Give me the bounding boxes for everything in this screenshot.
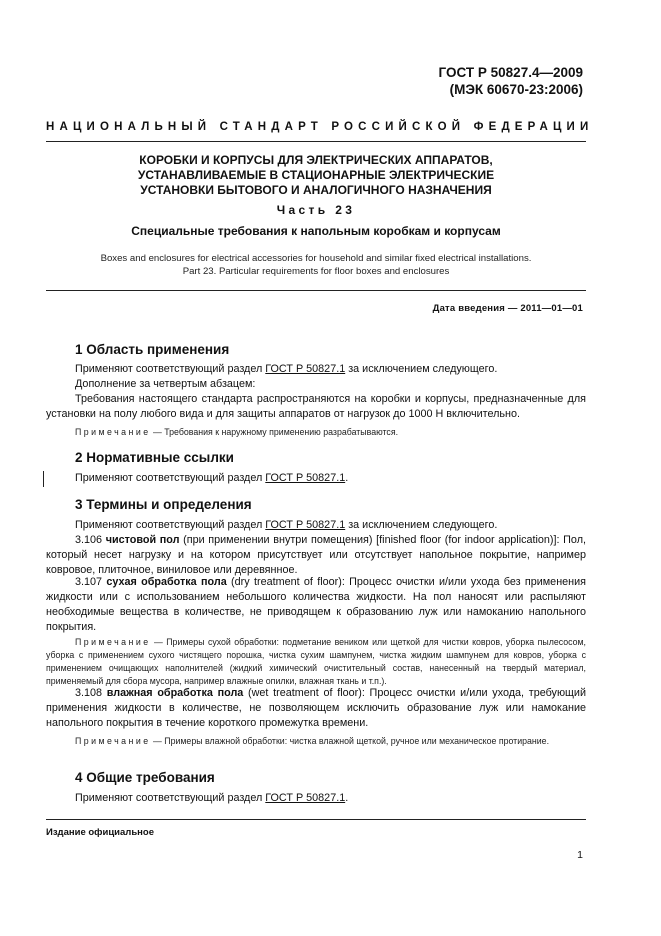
english-title-line-2: Part 23. Particular requirements for floor boxes and enclosures [182, 266, 450, 277]
term-3-108-note: Примечание — Примеры влажной обработки: чистка влажной щеткой, ручное или механическое протирание. [75, 736, 550, 746]
section-4-heading: 4 Общие требования [75, 770, 215, 785]
official-edition-label: Издание официальное [46, 827, 154, 838]
gost-reference-link[interactable]: ГОСТ Р 50827.1 [265, 792, 346, 804]
section-2-heading: 2 Нормативные ссылки [75, 450, 234, 465]
english-title-line-1: Boxes and enclosures for electrical accessories for household and similar fixed electrical installations. [100, 253, 532, 264]
section-1-note: Примечание — Требования к наружному применению разрабатываются. [75, 427, 399, 437]
term-3-107: 3.107 сухая обработка пола (dry treatment of floor): Процесс очистки и/или ухода без применения жидкости или с использованием небольшого количества жидкости. На пол наносят или распыляют необходимые вещества в количестве, не приводящем к образованию луж или намоканию напольного покрытия. [46, 576, 586, 633]
change-bar [43, 471, 44, 487]
section-4-paragraph-1: Применяют соответствующий раздел ГОСТ Р 50827.1. [75, 792, 349, 804]
gost-reference-link[interactable]: ГОСТ Р 50827.1 [265, 363, 346, 375]
title-subtitle: Специальные требования к напольным коробкам и корпусам [131, 224, 501, 238]
section-3-paragraph-1: Применяют соответствующий раздел ГОСТ Р 50827.1 за исключением следующего. [75, 519, 498, 531]
term-3-108: 3.108 влажная обработка пола (wet treatment of floor): Процесс очистки и/или ухода, требующий применения жидкости в количестве, не позволяющем исключить образование луж или намокание напольного покрытия в течение короткого промежутка времени. [46, 687, 586, 729]
iec-number: (МЭК 60670-23:2006) [449, 82, 583, 97]
section-1-paragraph-2: Дополнение за четвертым абзацем: [75, 378, 256, 390]
title-line-2: УСТАНАВЛИВАЕМЫЕ В СТАЦИОНАРНЫЕ ЭЛЕКТРИЧЕСКИЕ [137, 168, 495, 182]
term-3-107-note: Примечание — Примеры сухой обработки: подметание веником или щеткой для чистки ковров, уборка пылесосом, уборка с применением сухого чистящего порошка, чистка сухим шампунем, чистка жидким шампунем для ковров, уборка с применением очищающих наполнителей (жидкий химический очистительный состав, нанесенный на твердый материал, применяемый для сбора мусора, например влажные опилки, влажная ткань и т.п.). [46, 637, 586, 686]
national-standard-banner: НАЦИОНАЛЬНЫЙ СТАНДАРТ РОССИЙСКОЙ ФЕДЕРАЦИИ [46, 121, 594, 133]
gost-reference-link[interactable]: ГОСТ Р 50827.1 [265, 519, 346, 531]
introduction-date: Дата введения — 2011—01—01 [432, 303, 583, 314]
gost-reference-link[interactable]: ГОСТ Р 50827.1 [265, 472, 346, 484]
title-line-1: КОРОБКИ И КОРПУСЫ ДЛЯ ЭЛЕКТРИЧЕСКИХ АППАРАТОВ, [139, 153, 493, 167]
term-3-106: 3.106 чистовой пол (при применении внутри помещения) [finished floor (for indoor application)]: Пол, который несет нагрузку и на котором присутствует или отсутствует напольное покрытие, например ковровое, плиточное, виниловое или деревянное. [46, 534, 586, 576]
section-1-paragraph-1: Применяют соответствующий раздел ГОСТ Р 50827.1 за исключением следующего. [75, 363, 498, 375]
section-1-paragraph-3: Требования настоящего стандарта распространяются на коробки и корпусы, предназначенные для установки на полу любого вида и для защиты аппаратов от нагрузок до 1000 Н включительно. [46, 393, 586, 420]
page-number: 1 [577, 849, 583, 861]
title-line-3: УСТАНОВКИ БЫТОВОГО И АНАЛОГИЧНОГО НАЗНАЧЕНИЯ [140, 183, 492, 197]
standard-number: ГОСТ Р 50827.4—2009 [438, 65, 583, 80]
title-rule [46, 290, 586, 291]
section-1-heading: 1 Область применения [75, 342, 230, 357]
footer-rule [46, 819, 586, 820]
section-2-paragraph-1: Применяют соответствующий раздел ГОСТ Р 50827.1. [75, 472, 349, 484]
section-3-heading: 3 Термины и определения [75, 497, 252, 512]
part-label: Часть 23 [276, 203, 356, 217]
banner-rule [46, 141, 586, 142]
